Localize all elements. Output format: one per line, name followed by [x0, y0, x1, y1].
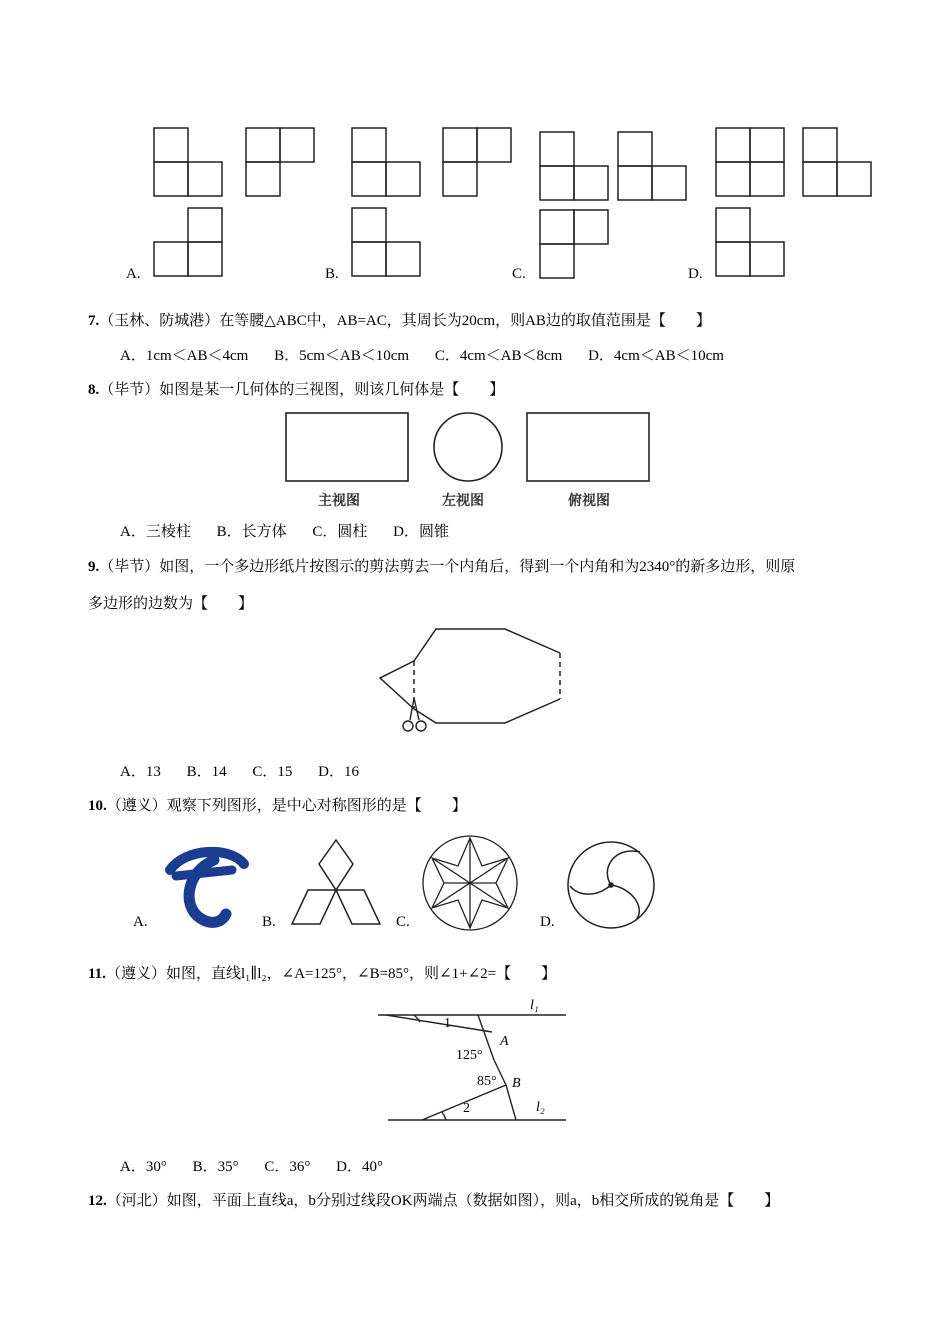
- q6-shapes: [0, 0, 950, 300]
- q7-text: （玉林、防城港）在等腰△ABC中，AB=AC，其周长为20cm，则AB边的取值范围是【 】: [99, 313, 711, 329]
- q10-stem: [88, 796, 467, 816]
- q7-number: 7.: [88, 313, 100, 329]
- q11-figure: [0, 994, 950, 1129]
- q9-option-a[interactable]: A．13: [120, 764, 161, 780]
- q10-option-a[interactable]: A.: [133, 914, 148, 930]
- q7-option-b[interactable]: B．5cm＜AB＜10cm: [274, 348, 410, 364]
- q6-figure: [0, 0, 950, 300]
- q9-text-line2: 多边形的边数为【 】: [88, 596, 254, 612]
- q11-options: [120, 1157, 405, 1177]
- q9-text-line1: （毕节）如图，一个多边形纸片按图示的剪法剪去一个内角后，得到一个内角和为2340°的新多边形，则原: [99, 559, 796, 575]
- q7-option-c[interactable]: C．4cm＜AB＜8cm: [434, 348, 563, 364]
- q10-number: 10.: [88, 798, 107, 814]
- q8-options: [120, 522, 471, 542]
- l2-label: l₂: [536, 1100, 545, 1115]
- q8-figure: [0, 400, 950, 515]
- side-view-circle: [434, 413, 502, 481]
- q7-option-a[interactable]: A．1cm＜AB＜4cm: [120, 348, 249, 364]
- q6-option-d[interactable]: D.: [688, 266, 703, 282]
- q11-option-c[interactable]: C．36°: [264, 1159, 311, 1175]
- q8-text: （毕节）如图是某一几何体的三视图，则该几何体是【 】: [99, 382, 505, 398]
- q12-number: 12.: [88, 1193, 107, 1209]
- q10-option-d[interactable]: D.: [540, 914, 555, 930]
- q11-option-d[interactable]: D．40°: [336, 1159, 383, 1175]
- q8-stem: [88, 380, 504, 400]
- q12-text: （河北）如图，平面上直线a，b分别过线段OK两端点（数据如图），则a，b相交所成的锐角是【 】: [106, 1193, 780, 1209]
- angle-2-label: 2: [463, 1101, 470, 1116]
- q9-option-b[interactable]: B．14: [186, 764, 227, 780]
- angle-b-value: 85°: [477, 1074, 497, 1089]
- q10-text: （遵义）观察下列图形，是中心对称图形的是【 】: [106, 798, 467, 814]
- q8-option-b[interactable]: B．长方体: [216, 524, 287, 540]
- q6-option-a[interactable]: A.: [126, 266, 141, 282]
- point-a-label: A: [500, 1034, 509, 1049]
- q9-option-c[interactable]: C．15: [252, 764, 293, 780]
- q10-figure: [0, 828, 950, 938]
- q9-stem-line1: [88, 557, 795, 577]
- q11-text: （遵义）如图，直线l₁∥l₂，∠A=125°，∠B=85°，则∠1+∠2=【 】: [105, 966, 557, 982]
- q8-number: 8.: [88, 382, 100, 398]
- top-view-rect: [527, 413, 649, 481]
- q11-number: 11.: [88, 966, 106, 982]
- q7-stem: [88, 311, 711, 331]
- front-view-label: 主视图: [318, 492, 360, 508]
- q8-option-a[interactable]: A．三棱柱: [120, 524, 191, 540]
- point-b-label: B: [512, 1076, 521, 1091]
- front-view-rect: [286, 413, 408, 481]
- q9-stem-line2: [88, 594, 253, 614]
- l1-label: l₁: [530, 998, 539, 1013]
- star-in-circle-icon: [423, 836, 517, 930]
- telecom-logo-icon: [170, 852, 244, 923]
- q9-options: [120, 762, 381, 782]
- top-view-label: 俯视图: [568, 492, 610, 508]
- q11-option-a[interactable]: A．30°: [120, 1159, 167, 1175]
- angle-1-label: 1: [444, 1016, 451, 1031]
- q11-stem: [88, 964, 556, 984]
- q8-option-d[interactable]: D．圆锥: [393, 524, 449, 540]
- q10-option-c[interactable]: C.: [396, 914, 410, 930]
- q6-option-b[interactable]: B.: [325, 266, 339, 282]
- angle-a-value: 125°: [456, 1048, 483, 1063]
- q12-stem: [88, 1191, 779, 1211]
- side-view-label: 左视图: [442, 492, 484, 508]
- q6-option-c[interactable]: C.: [512, 266, 526, 282]
- q10-option-b[interactable]: B.: [262, 914, 276, 930]
- q7-option-d[interactable]: D．4cm＜AB＜10cm: [588, 348, 724, 364]
- swirl-circle-icon: [568, 842, 654, 928]
- q9-figure: [0, 620, 950, 745]
- q9-polygon: [0, 620, 950, 745]
- rhombus-figure-icon: [292, 840, 380, 924]
- q7-options: [120, 346, 746, 366]
- q11-option-b[interactable]: B．35°: [192, 1159, 239, 1175]
- q9-option-d[interactable]: D．16: [318, 764, 359, 780]
- q8-option-c[interactable]: C．圆柱: [312, 524, 368, 540]
- q9-number: 9.: [88, 559, 100, 575]
